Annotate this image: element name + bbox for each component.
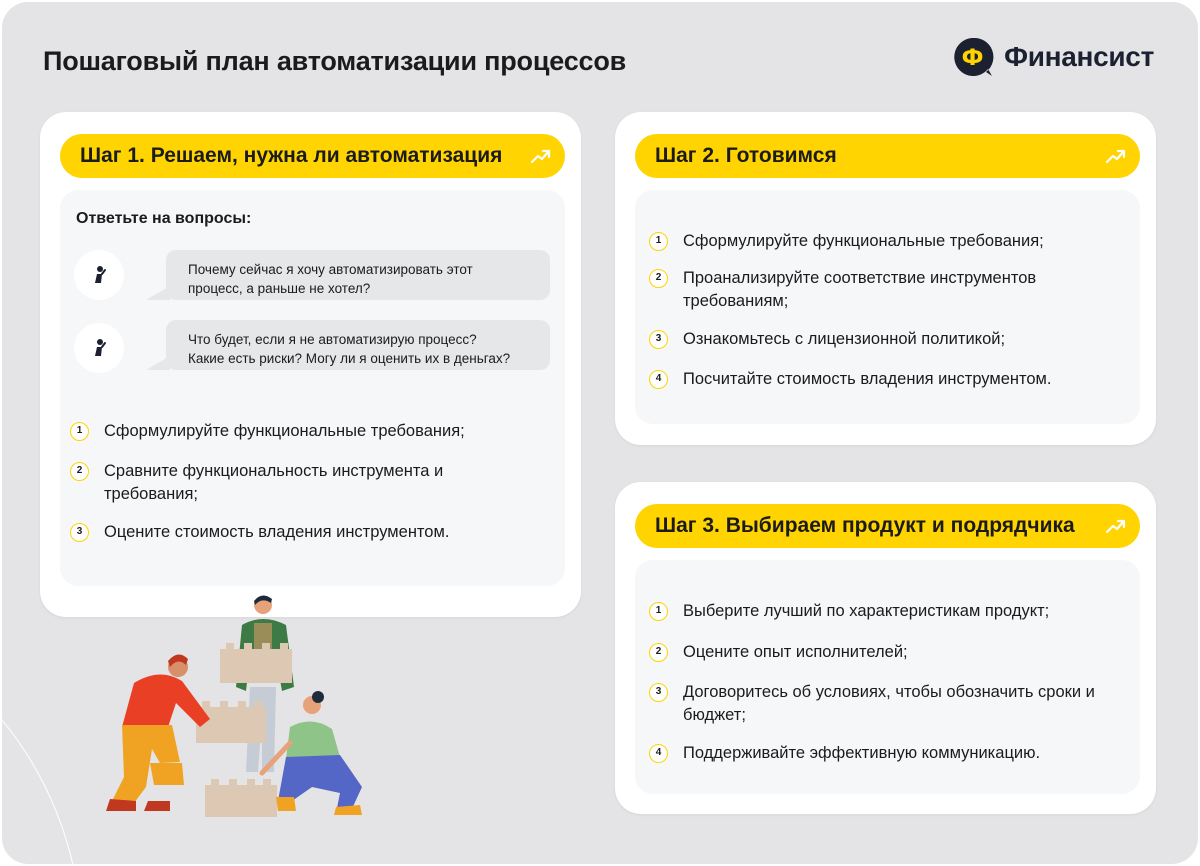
question-line: Что будет, если я не автоматизирую процесс? (188, 332, 477, 347)
step2-list (649, 230, 1099, 391)
list-item-text: Выберите лучший по характеристикам продукт; (683, 602, 1050, 620)
step3-card (615, 482, 1156, 814)
step1-body (60, 190, 565, 586)
step3-list (649, 600, 1099, 765)
list-item-text: Посчитайте стоимость владения инструментом. (683, 370, 1052, 388)
question-bubble (166, 320, 550, 370)
list-item (649, 328, 1099, 351)
trend-up-icon (1105, 146, 1127, 166)
question-avatar (74, 323, 124, 373)
step-number-badge: 1 (649, 232, 668, 251)
step3-body (635, 560, 1140, 794)
list-item (649, 681, 1099, 727)
step2-body (635, 190, 1140, 424)
questions-label: Ответьте на вопросы: (76, 210, 252, 227)
step1-card (40, 112, 581, 617)
trend-up-icon (530, 146, 552, 166)
trend-up-icon (1105, 516, 1127, 536)
brand (952, 36, 1154, 78)
list-item (70, 460, 510, 506)
list-item (649, 641, 1099, 664)
step-number-badge: 1 (649, 602, 668, 621)
step3-title: Шаг 3. Выбираем продукт и подрядчика (655, 514, 1075, 537)
step1-header (60, 134, 565, 178)
question-line: процесс, а раньше не хотел? (188, 281, 371, 296)
infographic-page (2, 2, 1198, 864)
question-avatar (74, 250, 124, 300)
list-item-text: Поддерживайте эффективную коммуникацию. (683, 744, 1041, 762)
list-item (70, 521, 510, 544)
page-title: Пошаговый план автоматизации процессов (43, 46, 627, 76)
list-item (649, 600, 1099, 623)
person-icon (88, 337, 110, 359)
list-item-text: Оцените опыт исполнителей; (683, 643, 908, 661)
question-line: Какие есть риски? Могу ли я оценить их в деньгах? (188, 351, 511, 366)
team-building-illustration (50, 587, 380, 822)
list-item (649, 230, 1099, 253)
list-item-text: Договоритесь об условиях, чтобы обозначить сроки и бюджет; (683, 683, 1095, 724)
list-item (649, 742, 1099, 765)
brand-name: Финансист (1004, 41, 1154, 72)
person-icon (88, 264, 110, 286)
step3-header (635, 504, 1140, 548)
list-item (649, 267, 1099, 313)
question-line: Почему сейчас я хочу автоматизировать этот (188, 262, 473, 277)
list-item-text: Сравните функциональность инструмента и требования; (104, 462, 444, 503)
step-number-badge: 4 (649, 370, 668, 389)
list-item-text: Сформулируйте функциональные требования; (104, 422, 465, 440)
brand-logo-icon (952, 36, 994, 78)
step1-title: Шаг 1. Решаем, нужна ли автоматизация (80, 144, 503, 167)
step-number-badge: 2 (649, 269, 668, 288)
list-item (649, 368, 1099, 391)
list-item (70, 420, 510, 443)
step2-card (615, 112, 1156, 445)
step-number-badge: 2 (70, 462, 89, 481)
step1-list (70, 420, 510, 544)
step-number-badge: 3 (649, 330, 668, 349)
step-number-badge: 4 (649, 744, 668, 763)
list-item-text: Сформулируйте функциональные требования; (683, 232, 1044, 250)
step-number-badge: 1 (70, 422, 89, 441)
list-item-text: Ознакомьтесь с лицензионной политикой; (683, 330, 1006, 348)
question-bubble (166, 250, 550, 300)
step2-header (635, 134, 1140, 178)
step-number-badge: 3 (70, 523, 89, 542)
list-item-text: Оцените стоимость владения инструментом. (104, 523, 450, 541)
brand-logo-letter: Ф (961, 46, 984, 71)
step2-title: Шаг 2. Готовимся (655, 144, 837, 167)
step-number-badge: 2 (649, 643, 668, 662)
step-number-badge: 3 (649, 683, 668, 702)
list-item-text: Проанализируйте соответствие инструментов требованиям; (683, 269, 1037, 310)
